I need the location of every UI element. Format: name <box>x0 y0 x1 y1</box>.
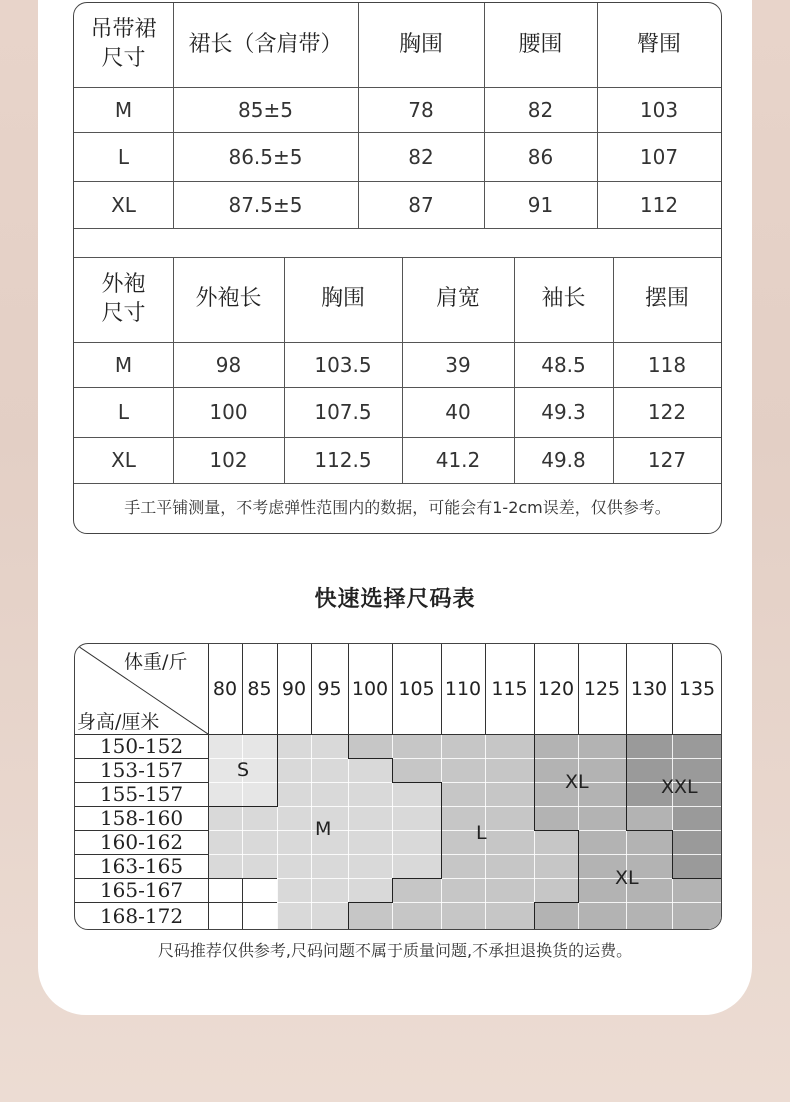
size-grid-cell <box>242 782 277 806</box>
dress-cell: XL <box>111 192 136 217</box>
robe-cell: 118 <box>647 352 687 377</box>
row-divider <box>74 228 721 229</box>
size-grid-cell <box>672 878 722 902</box>
quick-chart-footer: 尺码推荐仅供参考,尺码问题不属于质量问题,不承担退换货的运费。 <box>157 941 633 960</box>
row-divider <box>74 132 721 133</box>
size-grid-cell <box>485 734 534 758</box>
row-divider <box>74 342 721 343</box>
weight-header: 100 <box>351 677 389 700</box>
height-label: 150-152 <box>99 734 184 758</box>
height-label: 165-167 <box>99 878 184 902</box>
size-grid-cell <box>392 806 441 830</box>
zone-boundary <box>672 830 673 879</box>
zone-boundary <box>208 806 278 807</box>
zone-label-xl: XL <box>565 771 589 793</box>
height-label: 153-157 <box>99 758 184 782</box>
robe-cell: 103.5 <box>314 352 372 377</box>
size-grid-cell <box>626 830 672 854</box>
height-label: 168-172 <box>99 903 184 928</box>
robe-cell: 112.5 <box>314 448 372 472</box>
row-divider <box>74 437 721 438</box>
size-grid-cell <box>578 806 626 830</box>
zone-boundary <box>626 830 673 831</box>
zone-boundary <box>348 902 349 930</box>
dress-cell: 87.5±5 <box>228 192 303 217</box>
size-grid-cell <box>348 758 392 782</box>
zone-label-xxl: XXL <box>661 776 698 798</box>
size-grid-cell <box>348 854 392 878</box>
robe-cell: 102 <box>209 448 248 472</box>
size-grid-cell <box>348 878 392 902</box>
grid-line <box>242 878 243 929</box>
robe-cell: 39 <box>445 352 471 377</box>
zone-boundary <box>348 734 349 759</box>
zone-boundary <box>672 878 722 879</box>
size-grid-cell <box>534 734 578 758</box>
size-grid-cell <box>392 830 441 854</box>
corner-weight-label: 体重/斤 <box>124 651 188 673</box>
size-grid-cell <box>311 782 348 806</box>
grid-line <box>208 878 722 879</box>
size-grid-cell <box>672 902 722 929</box>
row-divider <box>74 387 721 388</box>
height-label: 155-157 <box>99 782 184 806</box>
size-grid-cell <box>392 734 441 758</box>
size-grid-cell <box>242 878 277 902</box>
size-grid-cell <box>208 782 242 806</box>
grid-line <box>208 854 722 855</box>
size-grid-cell <box>208 830 242 854</box>
column-divider <box>173 257 174 483</box>
zone-boundary <box>534 902 579 903</box>
dress-cell: 107 <box>639 144 679 169</box>
dress-cell: 87 <box>408 192 434 217</box>
size-grid-cell <box>392 902 441 929</box>
zone-boundary <box>534 734 535 831</box>
size-grid-cell <box>534 854 578 878</box>
size-grid-cell <box>392 782 441 806</box>
column-divider <box>597 3 598 228</box>
robe-cell: 49.3 <box>541 400 586 424</box>
robe-cell: 40 <box>445 400 471 424</box>
size-grid-cell <box>626 806 672 830</box>
zone-boundary <box>348 902 393 903</box>
weight-header: 110 <box>444 677 482 700</box>
zone-boundary <box>534 902 535 930</box>
size-grid-cell <box>485 878 534 902</box>
size-grid-cell <box>392 878 441 902</box>
size-grid-cell <box>441 902 485 929</box>
dress-cell: 78 <box>408 97 434 122</box>
robe-header-cell: 外袍长 <box>195 286 262 312</box>
zone-boundary <box>277 734 278 807</box>
size-grid-cell <box>441 758 485 782</box>
weight-header: 90 <box>281 677 307 700</box>
robe-cell: 107.5 <box>314 400 372 424</box>
column-divider <box>358 3 359 228</box>
size-grid-cell <box>242 854 277 878</box>
dress-cell: 82 <box>408 144 434 169</box>
column-divider <box>284 257 285 483</box>
size-grid-cell <box>277 782 311 806</box>
dress-cell: M <box>114 97 133 122</box>
column-divider <box>173 3 174 228</box>
size-grid-cell <box>208 734 242 758</box>
measurement-note: 手工平铺测量，不考虑弹性范围内的数据，可能会有1-2cm误差，仅供参考。 <box>124 497 671 517</box>
size-grid-cell <box>277 830 311 854</box>
zone-boundary <box>392 782 442 783</box>
robe-cell: XL <box>111 448 136 472</box>
size-grid-cell <box>242 734 277 758</box>
size-grid-cell <box>277 902 311 929</box>
weight-header: 115 <box>491 677 528 700</box>
size-grid-cell <box>485 782 534 806</box>
zone-label-l: L <box>476 822 487 844</box>
size-grid-cell <box>348 830 392 854</box>
size-grid-cell <box>534 806 578 830</box>
zone-label-s: S <box>237 759 250 781</box>
size-grid-cell <box>208 878 242 902</box>
weight-header: 95 <box>317 677 342 700</box>
size-grid-cell <box>277 806 311 830</box>
size-grid-cell <box>485 806 534 830</box>
size-grid-cell <box>208 806 242 830</box>
dress-header-cell: 臀围 <box>636 31 681 57</box>
dress-cell: L <box>117 144 130 169</box>
size-grid-cell <box>348 806 392 830</box>
zone-boundary <box>441 782 442 879</box>
dress-cell: 86 <box>527 144 554 169</box>
grid-line <box>348 734 349 929</box>
size-grid-cell <box>277 758 311 782</box>
dress-cell: 85±5 <box>238 97 293 122</box>
size-grid-cell <box>485 854 534 878</box>
grid-line <box>208 758 722 759</box>
zone-boundary <box>626 734 627 831</box>
robe-cell: 48.5 <box>541 352 586 377</box>
robe-cell: 127 <box>647 448 687 472</box>
robe-header-cell: 外袍 尺寸 <box>101 271 146 326</box>
dress-header-cell: 吊带裙 尺寸 <box>90 17 157 71</box>
size-grid-cell <box>277 854 311 878</box>
robe-header-cell: 胸围 <box>320 286 365 312</box>
dress-cell: 86.5±5 <box>228 144 303 169</box>
size-grid-cell <box>242 902 277 929</box>
size-grid-cell <box>441 878 485 902</box>
size-grid-cell <box>485 758 534 782</box>
robe-cell: 100 <box>209 400 248 424</box>
zone-label-xl: XL <box>615 867 639 889</box>
size-grid-cell <box>311 734 348 758</box>
size-grid-cell <box>277 878 311 902</box>
grid-line <box>208 782 722 783</box>
weight-header: 105 <box>398 677 435 700</box>
row-divider <box>74 181 721 182</box>
height-label: 158-160 <box>99 806 184 830</box>
dress-cell: 91 <box>527 192 554 217</box>
robe-cell: 98 <box>215 352 242 377</box>
size-grid-cell <box>578 830 626 854</box>
weight-header: 135 <box>678 677 716 700</box>
robe-cell: 41.2 <box>435 448 481 472</box>
dress-cell: 103 <box>639 97 679 122</box>
grid-line <box>208 902 277 903</box>
zone-boundary <box>392 878 393 903</box>
size-grid-cell <box>348 782 392 806</box>
size-grid-cell <box>485 830 534 854</box>
robe-header-cell: 肩宽 <box>435 286 480 312</box>
dress-header-cell: 胸围 <box>398 31 443 57</box>
zone-boundary <box>534 830 579 831</box>
weight-header: 125 <box>583 677 621 700</box>
size-grid-cell <box>626 902 672 929</box>
quick-chart-title: 快速选择尺码表 <box>314 587 476 612</box>
size-grid-cell <box>441 854 485 878</box>
size-grid-cell <box>242 806 277 830</box>
weight-header: 120 <box>537 677 575 700</box>
size-grid-cell <box>672 806 722 830</box>
size-grid-cell <box>485 902 534 929</box>
column-divider <box>484 3 485 228</box>
zone-label-m: M <box>315 818 332 840</box>
size-grid-cell <box>672 734 722 758</box>
size-grid-cell <box>208 854 242 878</box>
zone-boundary <box>578 830 579 903</box>
grid-line <box>208 878 277 879</box>
size-grid-cell <box>392 854 441 878</box>
robe-header-cell: 摆围 <box>644 286 689 312</box>
size-grid-cell <box>441 734 485 758</box>
column-divider <box>514 257 515 483</box>
weight-header: 85 <box>247 677 272 700</box>
dress-header-cell: 腰围 <box>518 31 563 57</box>
robe-header-cell: 袖长 <box>541 286 586 312</box>
size-grid-cell <box>277 734 311 758</box>
size-grid-cell <box>311 758 348 782</box>
size-grid-cell <box>441 782 485 806</box>
size-grid-cell <box>626 734 672 758</box>
corner-height-label: 身高/厘米 <box>77 711 160 733</box>
size-grid-cell <box>311 878 348 902</box>
column-divider <box>613 257 614 483</box>
height-label: 160-162 <box>99 830 184 854</box>
size-grid-cell <box>534 830 578 854</box>
size-grid-cell <box>534 878 578 902</box>
dress-cell: 112 <box>639 192 679 217</box>
size-grid-cell <box>348 902 392 929</box>
zone-boundary <box>392 878 442 879</box>
zone-boundary <box>348 758 393 759</box>
robe-cell: M <box>114 352 133 377</box>
weight-header: 80 <box>212 677 238 700</box>
size-grid-cell <box>311 902 348 929</box>
quick-size-chart <box>74 643 722 930</box>
row-divider <box>74 87 721 88</box>
robe-cell: L <box>117 400 130 424</box>
size-grid-cell <box>242 830 277 854</box>
dress-header-cell: 裙长（含肩带） <box>188 31 343 57</box>
size-grid-cell <box>578 734 626 758</box>
size-grid-cell <box>392 758 441 782</box>
zone-boundary <box>392 758 393 783</box>
size-grid-cell <box>311 854 348 878</box>
column-divider <box>402 257 403 483</box>
size-grid-cell <box>672 830 722 854</box>
robe-cell: 122 <box>647 400 687 424</box>
size-grid-cell <box>578 902 626 929</box>
grid-line <box>208 806 722 807</box>
dress-cell: 82 <box>527 97 554 122</box>
weight-header: 130 <box>630 677 668 700</box>
size-grid-cell <box>534 902 578 929</box>
size-grid-cell <box>208 902 242 929</box>
size-grid-cell <box>672 854 722 878</box>
size-table <box>73 2 722 534</box>
grid-line <box>311 734 312 929</box>
robe-cell: 49.8 <box>541 448 586 472</box>
size-grid-cell <box>348 734 392 758</box>
height-label: 163-165 <box>99 854 184 878</box>
grid-line <box>208 902 722 903</box>
